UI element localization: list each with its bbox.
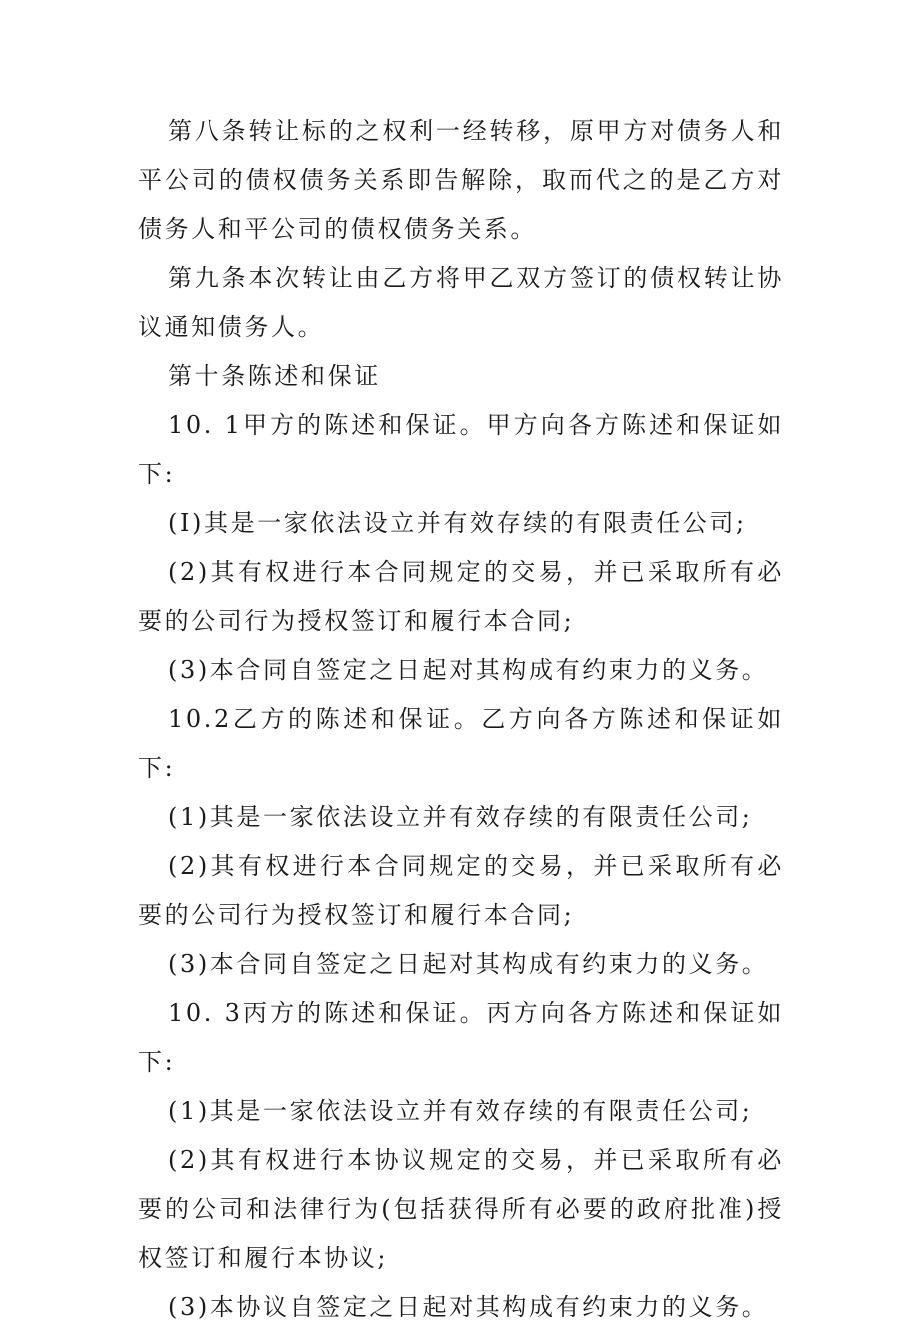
paragraph-10-2-item-2: (2)其有权进行本合同规定的交易，并已采取所有必要的公司行为授权签订和履行本合同;: [138, 852, 784, 929]
paragraph-10-2-item-3: (3)本合同自签定之日起对其构成有约束力的义务。: [168, 950, 769, 978]
paragraph-article-8: 第八条转让标的之权利一经转移，原甲方对债务人和平公司的债权债务关系即告解除，取而代之的是乙方对债务人和平公司的债权债务关系。: [138, 117, 784, 243]
paragraph-article-10-heading: 第十条陈述和保证: [168, 362, 381, 390]
paragraph-10-1-item-3: (3)本合同自签定之日起对其构成有约束力的义务。: [168, 656, 769, 684]
document-body: [138, 107, 784, 1332]
paragraph-10-1: 10. 1甲方的陈述和保证。甲方向各方陈述和保证如下:: [138, 411, 784, 488]
paragraph-article-9: 第九条本次转让由乙方将甲乙双方签订的债权转让协议通知债务人。: [138, 264, 784, 341]
paragraph-10-1-item-2: (2)其有权进行本合同规定的交易，并已采取所有必要的公司行为授权签订和履行本合同;: [138, 558, 784, 635]
paragraph-10-3-item-2: (2)其有权进行本协议规定的交易，并已采取所有必要的公司和法律行为(包括获得所有必要的政府批准)授权签订和履行本协议;: [138, 1146, 784, 1272]
paragraph-10-2-item-1: (1)其是一家依法设立并有效存续的有限责任公司;: [168, 803, 753, 831]
paragraph-10-3-item-3: (3)本协议自签定之日起对其构成有约束力的义务。: [168, 1293, 769, 1321]
paragraph-10-1-item-1: (I)其是一家依法设立并有效存续的有限责任公司;: [168, 509, 747, 537]
paragraph-10-3: 10. 3丙方的陈述和保证。丙方向各方陈述和保证如下:: [138, 999, 784, 1076]
paragraph-10-2: 10.2乙方的陈述和保证。乙方向各方陈述和保证如下:: [138, 705, 784, 782]
paragraph-10-3-item-1: (1)其是一家依法设立并有效存续的有限责任公司;: [168, 1097, 753, 1125]
